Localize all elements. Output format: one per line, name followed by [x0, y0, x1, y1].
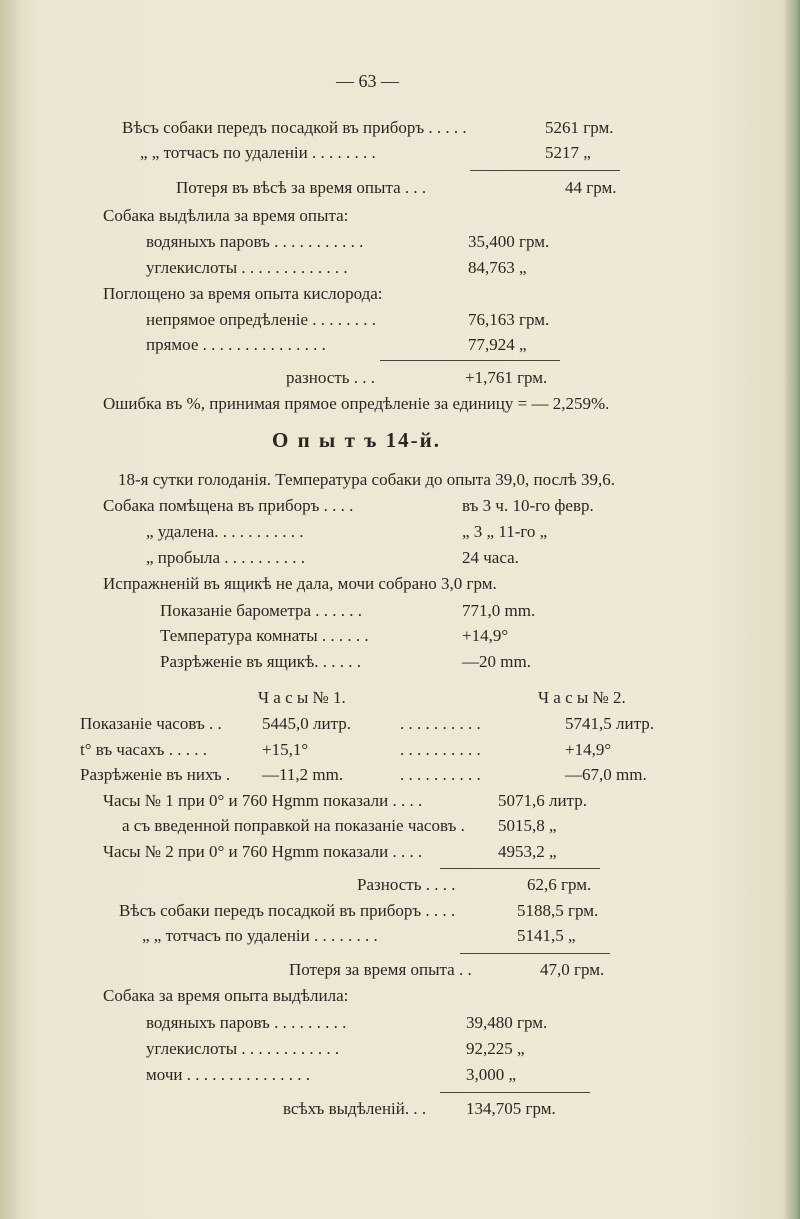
difference-value: 62,6 грм.: [527, 875, 592, 894]
sum-rule: [470, 170, 620, 171]
weight-after-label: „ „ тотчасъ по удаленіи . . . . . . . .: [140, 143, 376, 162]
removed-value: „ 3 „ 11-го „: [462, 522, 548, 541]
clock1-reading-value: 5071,6 литр.: [498, 791, 587, 810]
clock2-title: Ч а с ы № 2.: [538, 688, 626, 707]
weight-after-value: 5141,5 „: [517, 926, 576, 945]
corrected-label: а съ введенной поправкой на показаніе часовъ .: [122, 816, 465, 835]
weight-before-label: Вѣсъ собаки передъ посадкой въ приборъ . . . . .: [122, 118, 467, 137]
clock-row-dots: . . . . . . . . . .: [400, 714, 481, 733]
water-vapor-label: водяныхъ паровъ . . . . . . . . .: [146, 1013, 347, 1032]
placed-value: въ 3 ч. 10-го февр.: [462, 496, 594, 515]
rarefaction-label: Разрѣженіе въ ящикѣ. . . . . .: [160, 652, 362, 671]
indirect-value: 76,163 грм.: [468, 310, 550, 329]
sum-rule: [460, 953, 610, 954]
urine-label: мочи . . . . . . . . . . . . . . .: [146, 1065, 310, 1084]
clock2-reading-value: 4953,2 „: [498, 842, 557, 861]
rarefaction-value: —20 mm.: [462, 652, 531, 671]
water-vapor-label: водяныхъ паровъ . . . . . . . . . . .: [146, 232, 364, 251]
room-temp-value: +14,9°: [462, 626, 509, 645]
corrected-value: 5015,8 „: [498, 816, 557, 835]
barometer-value: 771,0 mm.: [462, 601, 536, 620]
clock1-title: Ч а с ы № 1.: [258, 688, 346, 707]
loss-value: 47,0 грм.: [540, 960, 605, 979]
excreted-title: Собака выдѣлила за время опыта:: [103, 206, 349, 225]
direct-label: прямое . . . . . . . . . . . . . . .: [146, 335, 326, 354]
removed-label: „ удалена. . . . . . . . . . .: [146, 522, 304, 541]
weight-after-value: 5217 „: [545, 143, 591, 162]
loss-label: Потеря въ вѣсѣ за время опыта . . .: [176, 178, 427, 197]
room-temp-label: Температура комнаты . . . . . .: [160, 626, 369, 645]
stayed-label: „ пробыла . . . . . . . . . .: [146, 548, 305, 567]
clock2-value: —67,0 mm.: [565, 765, 647, 784]
indirect-label: непрямое опредѣленіе . . . . . . . .: [146, 310, 377, 329]
error-line: Ошибка въ %, принимая прямое опредѣленіе за единицу = — 2,259%.: [103, 394, 610, 413]
difference-label: разность . . .: [286, 368, 376, 387]
clock1-value: 5445,0 литр.: [262, 714, 351, 733]
clock2-value: 5741,5 литр.: [565, 714, 654, 733]
weight-after-label: „ „ тотчасъ по удаленіи . . . . . . . .: [142, 926, 378, 945]
clock1-value: +15,1°: [262, 740, 309, 759]
weight-before-label: Вѣсъ собаки передъ посадкой въ приборъ . . . .: [119, 901, 456, 920]
clock-row-label: Разрѣженіе въ нихъ .: [80, 765, 231, 784]
stayed-value: 24 часа.: [462, 548, 519, 567]
placed-label: Собака помѣщена въ приборъ . . . .: [103, 496, 354, 515]
clock-row-dots: . . . . . . . . . .: [400, 740, 481, 759]
page-edge-right: [784, 0, 800, 1219]
total-value: 134,705 грм.: [466, 1099, 556, 1118]
co2-label: углекислоты . . . . . . . . . . . . .: [146, 258, 348, 277]
clock2-value: +14,9°: [565, 740, 612, 759]
weight-before-value: 5188,5 грм.: [517, 901, 599, 920]
intro-line: 18-я сутки голоданія. Температура собаки до опыта 39,0, послѣ 39,6.: [118, 470, 616, 489]
clock-row-label: Показаніе часовъ . .: [80, 714, 222, 733]
co2-value: 92,225 „: [466, 1039, 525, 1058]
loss-value: 44 грм.: [565, 178, 617, 197]
loss-label: Потеря за время опыта . .: [289, 960, 472, 979]
absorbed-title: Поглощено за время опыта кислорода:: [103, 284, 383, 303]
barometer-label: Показаніе барометра . . . . . .: [160, 601, 363, 620]
excreted-title: Собака за время опыта выдѣлила:: [103, 986, 349, 1005]
page-edge-left: [0, 0, 22, 1219]
direct-value: 77,924 „: [468, 335, 527, 354]
water-vapor-value: 35,400 грм.: [468, 232, 550, 251]
difference-label: Разность . . . .: [357, 875, 456, 894]
difference-value: +1,761 грм.: [465, 368, 548, 387]
clock-row-dots: . . . . . . . . . .: [400, 765, 481, 784]
sum-rule: [380, 360, 560, 361]
co2-label: углекислоты . . . . . . . . . . . .: [146, 1039, 340, 1058]
sum-rule: [440, 868, 600, 869]
clock1-value: —11,2 mm.: [262, 765, 344, 784]
clock1-reading-label: Часы № 1 при 0° и 760 Hgmm показали . . . .: [103, 791, 423, 810]
water-vapor-value: 39,480 грм.: [466, 1013, 548, 1032]
co2-value: 84,763 „: [468, 258, 527, 277]
weight-before-value: 5261 грм.: [545, 118, 614, 137]
sum-rule: [440, 1092, 590, 1093]
total-label: всѣхъ выдѣленій. . .: [283, 1099, 427, 1118]
excrement-line: Испражненій въ ящикѣ не дала, мочи собрано 3,0 грм.: [103, 574, 497, 593]
clock2-reading-label: Часы № 2 при 0° и 760 Hgmm показали . . . .: [103, 842, 423, 861]
experiment-heading: О п ы т ъ 14-й.: [272, 428, 441, 452]
clock-row-label: t° въ часахъ . . . . .: [80, 740, 207, 759]
page-number: — 63 —: [336, 71, 399, 91]
urine-value: 3,000 „: [466, 1065, 517, 1084]
